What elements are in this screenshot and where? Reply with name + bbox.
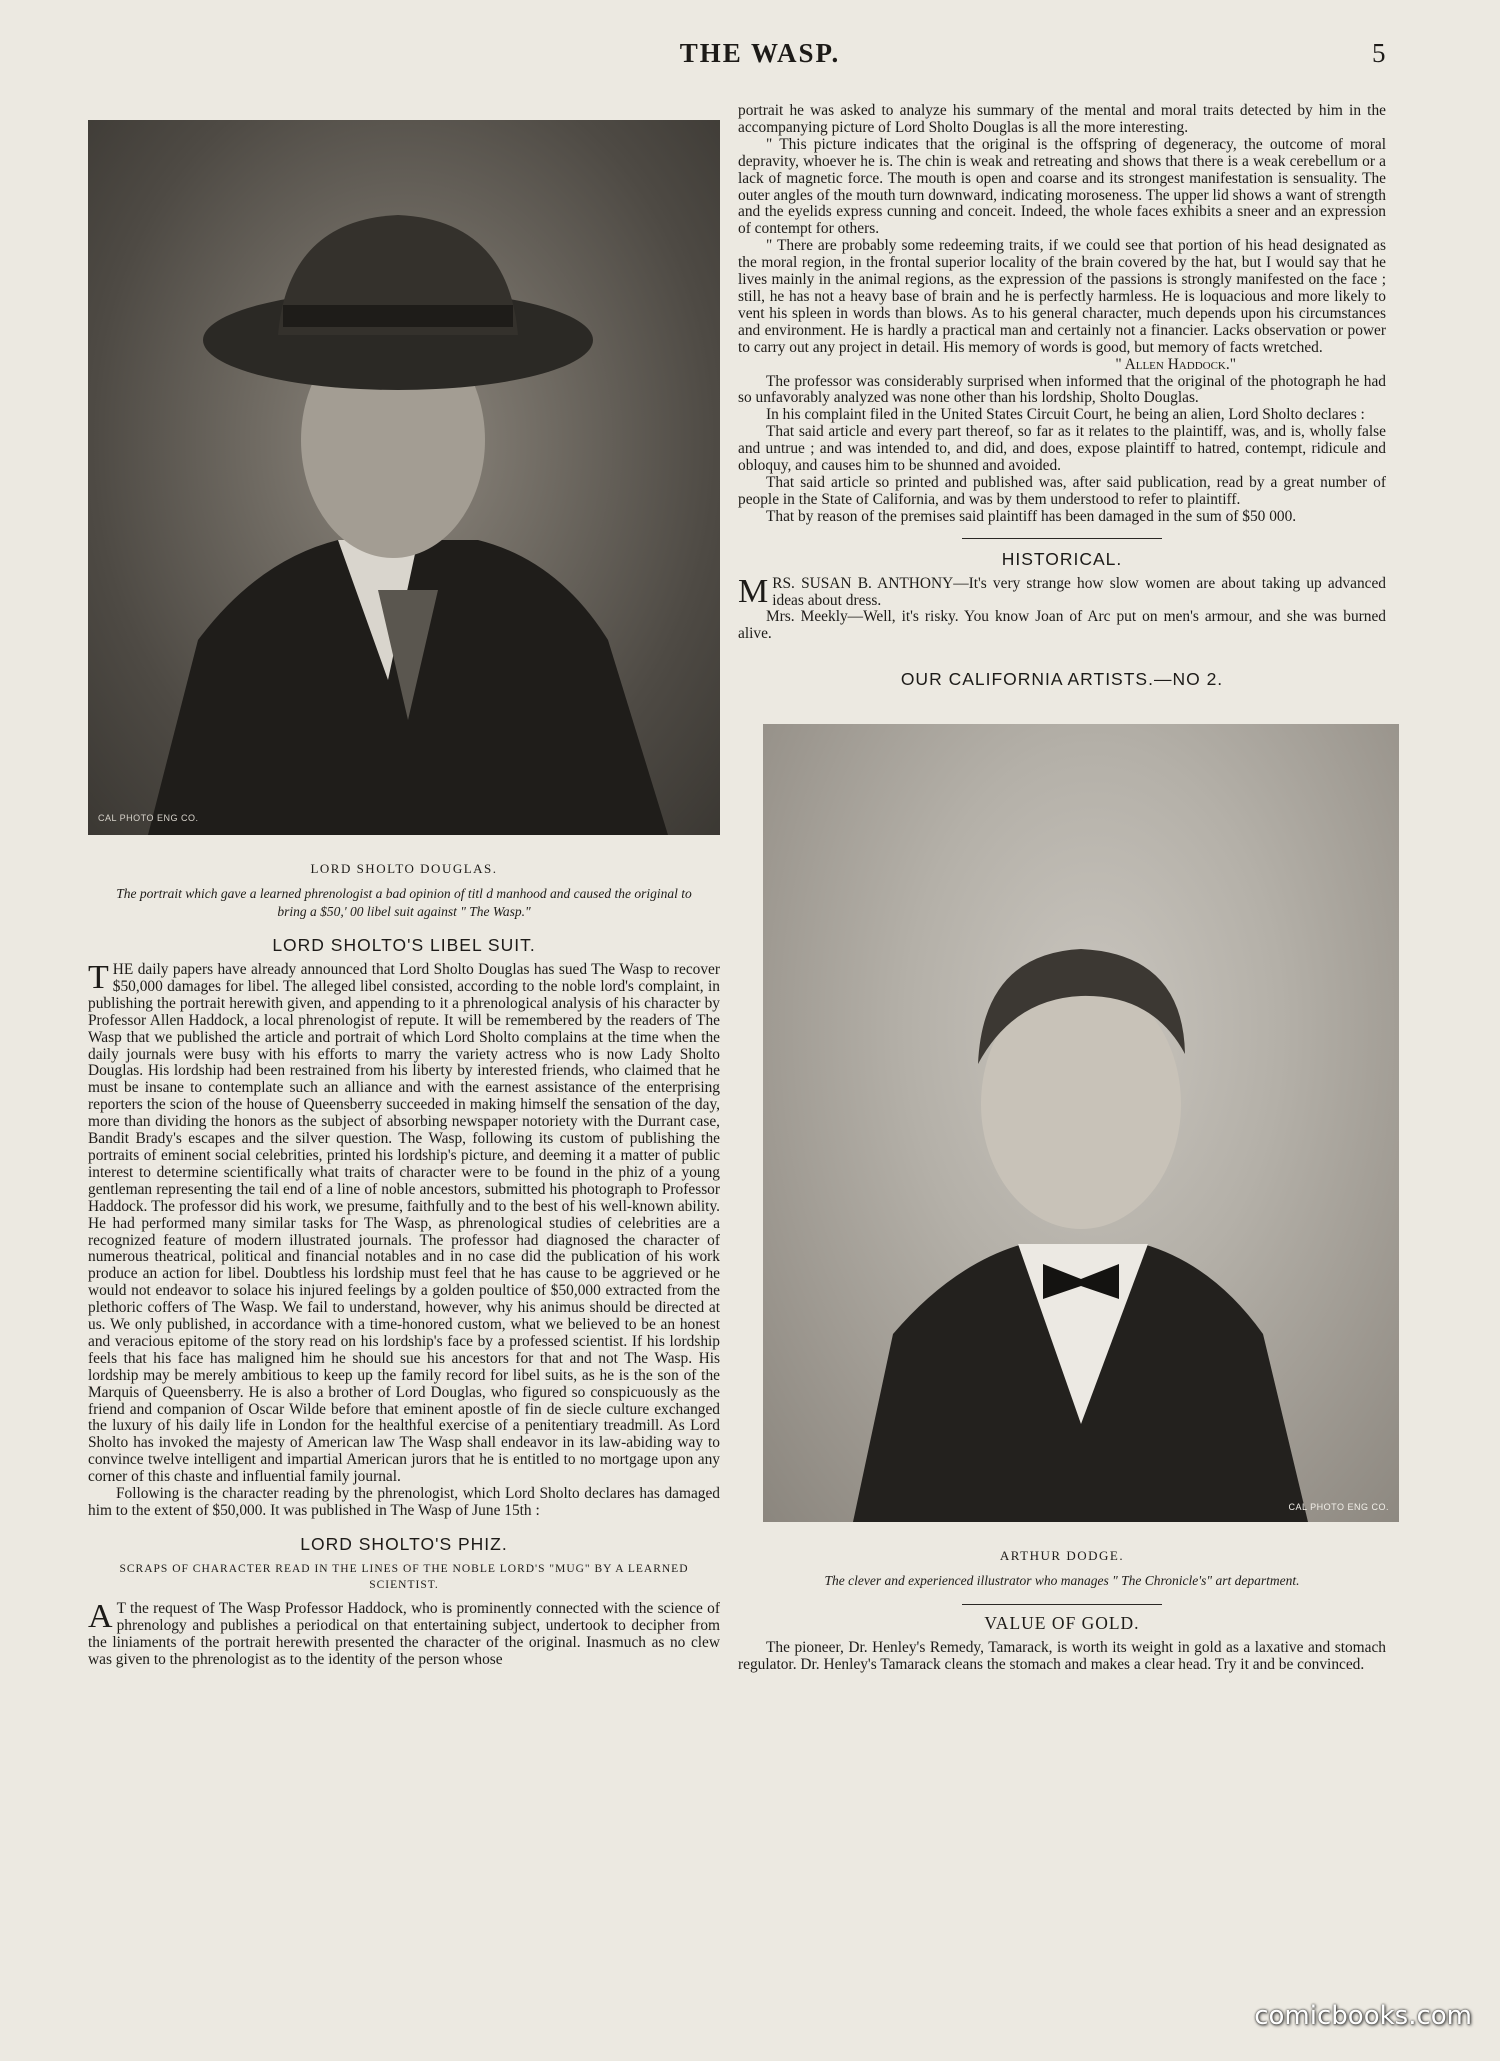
dropcap: M <box>738 572 769 610</box>
dropcap: T <box>88 959 109 996</box>
article-body-libel-suit <box>88 959 720 1520</box>
caption-title: ARTHUR DODGE. <box>999 1548 1125 1564</box>
watermark: comicbooks.com <box>1254 2001 1472 2031</box>
paragraph: HE daily papers have already announced that Lord Sholto Douglas has sued The Wasp to recover $50,000 damages for libel. The alleged libel consisted, according to the noble lord's complaint, in publishing the portrait herewith given, and appending to it a phrenological analysis of his character by Professor Allen Haddock, a local phrenologist of repute. It will be remembered by the readers of The Wasp that we published the article and portrait of which Lord Sholto complains at the time when the daily journals were busy with his efforts to marry the variety actress who is now Lady Sholto Douglas. His lordship had been restrained from his liberty by interested friends, who claimed that he must be insane to contemplate such an alliance and with the earnest assistance of the enterprising reporters the scion of the house of Queensberry succeeded in making himself the sensation of the day, more than dividing the honors as the subject of absorbing newspaper notoriety with the Durrant case, Bandit Brady's escapes and the silver question. The Wasp, following its custom of publishing the portraits of eminent social celebrities, printed his lordship's picture, and deeming it a matter of public interest to determine scientifically what traits of character were to be found in the phiz of a young gentleman representing the tail end of a line of noble ancestors, submitted his photograph to Professor Haddock. The professor did his work, we presume, faithfully and to the best of his well-known ability. He had performed many similar tasks for The Wasp, as phrenological studies of celebrities are a recognized feature of modern illustrated journals. The professor had diagnosed the character of numerous theatrical, political and financial notables and in no case did the publication of his work produce an action for libel. Doubtless his lordship must feel that he has cause to be aggrieved or he would not endeavor to solace his injured feelings by a golden poultice of $50,000 extracted from the plethoric coffers of The Wasp. We fail to understand, however, why his animus should be directed at us. We only published, in accordance with a time-honored custom, what we believed to be an honest and veracious epitome of the story read on his lordship's face by a professed scientist. If his lordship feels that his face has maligned him he should sue his ancestors for that and not The Wasp. His lordship may be merely ambitious to keep up the family record for libel suits, as he is the son of the Marquis of Queensberry. He is also a brother of Lord Douglas, who figured so conspicuously as the friend and companion of Oscar Wilde before that eminent apostle of fin de siecle culture exchanged the luxury of his daily life in London for the healthful exercise of a penitentiary treadmill. As Lord Sholto has invoked the majesty of American law The Wasp shall endeavor in its law-abiding way to convince twelve intelligent and impartial American jurors that he is entitled to no mortgage upon any corner of this chaste and influential family journal. <box>88 961 720 1486</box>
paragraph: " There are probably some redeeming traits, if we could see that portion of his head designated as the moral region, in the frontal superior locality of the brain covered by the hat, but I would say that he lives mainly in the animal regions, as the expression of the passions is strongly manifested on the face ; still, he has not a heavy base of brain and he is perfectly harmless. He is loquacious and more likely to vent his spleen in words than blows. As to his general character, much depends upon his circumstances and environment. He is hardly a practical man and certainly not a financier. Lacks observation or power to carry out any project in detail. His memory of words is good, but memory of facts wretched. <box>738 237 1386 356</box>
right-column <box>738 102 1389 1674</box>
article-heading-phiz: LORD SHOLTO'S PHIZ. <box>300 1533 508 1554</box>
divider-rule <box>962 538 1162 539</box>
engraver-credit: CAL PHOTO ENG CO. <box>1288 1502 1389 1513</box>
portrait-silhouette <box>88 120 720 835</box>
paragraph: In his complaint filed in the United States Circuit Court, he being an alien, Lord Sholto declares : <box>766 406 1365 424</box>
paragraph: T the request of The Wasp Professor Haddock, who is prominently connected with the science of phrenology and publishes a periodical on that entertaining subject, undertook to decipher from the liniaments of the portrait herewith presented the character of the original. Inasmuch as no clew was given to the phrenologist as to the identity of the person whose <box>88 1599 720 1668</box>
paragraph: The professor was considerably surprised when informed that the original of the photograph he had so unfavorably analyzed was none other than his lordship, Sholto Douglas. <box>738 372 1386 407</box>
signature: " Allen Haddock." <box>1115 355 1236 373</box>
portrait-silhouette <box>763 724 1399 1522</box>
left-column <box>88 120 720 1669</box>
paragraph: portrait he was asked to analyze his summary of the mental and moral traits detected by him in the accompanying picture of Lord Sholto Douglas is all the more interesting. <box>738 102 1386 136</box>
paragraph: That said article so printed and published was, after said publication, read by a great number of people in the State of California, and was by them understood to refer to plaintiff. <box>738 473 1386 508</box>
article-subheading-phiz: SCRAPS OF CHARACTER READ IN THE LINES OF THE NOBLE LORD'S "MUG" BY A LEARNED SCIENTIST. <box>119 1562 689 1591</box>
article-heading-gold: VALUE OF GOLD. <box>984 1613 1140 1634</box>
paragraph: RS. SUSAN B. ANTHONY—It's very strange how slow women are about taking up advanced ideas about dress. <box>772 574 1386 609</box>
paragraph: The pioneer, Dr. Henley's Remedy, Tamarack, is worth its weight in gold as a laxative and stomach regulator. Dr. Henley's Tamarack cleans the stomach and makes a clear head. Try it and be convinced. <box>738 1639 1386 1674</box>
article-heading-libel-suit: LORD SHOLTO'S LIBEL SUIT. <box>272 935 536 955</box>
paragraph: That said article and every part thereof, so far as it relates to the plaintiff, was, and is, wholly false and untrue ; and was intended to, and did, and does, expose plaintiff to hatred, contempt, ridicule and obloquy, and causes him to be shunned and avoided. <box>738 423 1386 475</box>
article-body-gold <box>738 1640 1386 1674</box>
paragraph: That by reason of the premises said plaintiff has been damaged in the sum of $50 000. <box>766 507 1297 525</box>
masthead-title: THE WASP. <box>679 38 841 68</box>
portrait-arthur-dodge <box>763 724 1399 1522</box>
article-heading-historical: HISTORICAL. <box>1001 548 1123 569</box>
portrait-lord-sholto-douglas <box>88 120 720 835</box>
divider-rule <box>962 1604 1162 1605</box>
article-body-phiz-continued <box>738 103 1386 526</box>
page-number: 5 <box>1372 38 1386 68</box>
caption-title: LORD SHOLTO DOUGLAS. <box>310 861 498 876</box>
article-body-historical <box>738 572 1386 644</box>
caption-text: The portrait which gave a learned phrenologist a bad opinion of titl d manhood and caused the original to bring a $50,' 00 libel suit against " The Wasp." <box>116 886 692 919</box>
paragraph: " This picture indicates that the original is the offspring of degeneracy, the outcome of moral depravity, whoever he is. The chin is weak and retreating and shows that there is a weak cerebellum or a lack of magnetic force. The mouth is open and coarse and its strongest manifestation is sensuality. The outer angles of the mouth turn downward, indicating moroseness. The upper lid shows a want of strength and the eyelids express cunning and conceit. Indeed, the whole faces exhibits a sneer and an expression of contempt for others. <box>738 135 1386 238</box>
dropcap: A <box>88 1597 113 1635</box>
paragraph: Following is the character reading by the phrenologist, which Lord Sholto declares has damaged him to the extent of $50,000. It was published in The Wasp of June 15th : <box>88 1485 720 1519</box>
article-body-phiz <box>88 1597 720 1669</box>
paragraph: Mrs. Meekly—Well, it's risky. You know Joan of Arc put on men's armour, and she was burned alive. <box>738 608 1386 643</box>
article-heading-artists: OUR CALIFORNIA ARTISTS.—NO 2. <box>900 669 1224 690</box>
engraver-credit: CAL PHOTO ENG CO. <box>98 813 199 823</box>
caption-text: The clever and experienced illustrator who manages " The Chronicle's" art department. <box>824 1573 1300 1589</box>
